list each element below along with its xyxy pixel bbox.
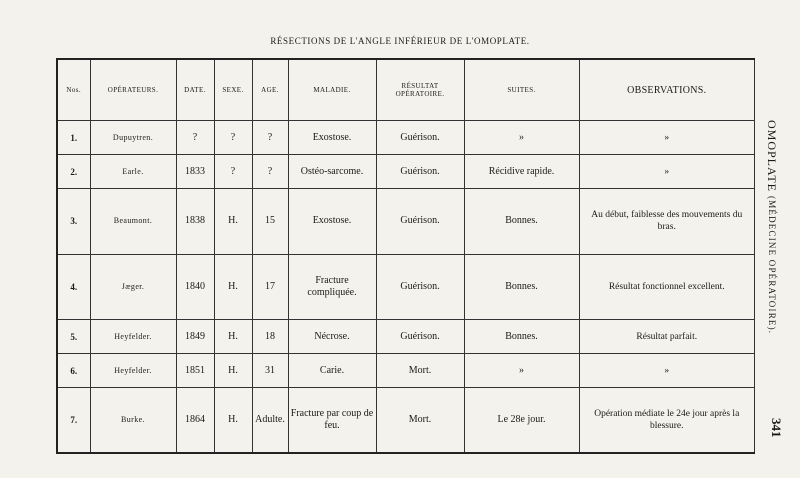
page-title: RÉSECTIONS DE L'ANGLE INFÉRIEUR DE L'OMOPLATE. <box>270 36 530 46</box>
row-resultat: Guérison. <box>376 121 464 155</box>
row-date: 1838 <box>176 189 214 255</box>
row-num: 6. <box>58 354 90 388</box>
row-suites: Bonnes. <box>464 189 579 255</box>
row-age: 18 <box>252 320 288 354</box>
row-maladie: Exostose. <box>288 121 376 155</box>
row-age: 31 <box>252 354 288 388</box>
row-suites: Le 28e jour. <box>464 388 579 452</box>
row-operateur: Heyfelder. <box>90 354 176 388</box>
row-num: 4. <box>58 254 90 320</box>
row-age: 15 <box>252 189 288 255</box>
row-date: 1840 <box>176 254 214 320</box>
row-operateur: Dupuytren. <box>90 121 176 155</box>
header-sexe: SEXE. <box>214 60 252 121</box>
row-date: 1864 <box>176 388 214 452</box>
table-row <box>58 189 755 255</box>
row-resultat: Mort. <box>376 354 464 388</box>
table-row <box>58 254 755 320</box>
row-resultat: Mort. <box>376 388 464 452</box>
side-running-title <box>764 120 779 334</box>
row-sexe: H. <box>214 189 252 255</box>
header-resultat: RÉSULTAT OPÉRATOIRE. <box>376 60 464 121</box>
row-operateur: Jæger. <box>90 254 176 320</box>
header-num: Nos. <box>58 60 90 121</box>
row-observations: Opération médiate le 24e jour après la blessure. <box>579 388 755 452</box>
row-suites: Récidive rapide. <box>464 155 579 189</box>
row-resultat: Guérison. <box>376 155 464 189</box>
row-num: 2. <box>58 155 90 189</box>
row-maladie: Fracture compliquée. <box>288 254 376 320</box>
row-suites: Bonnes. <box>464 320 579 354</box>
resections-table-container <box>56 58 755 454</box>
side-title-main: OMOPLATE <box>765 120 779 193</box>
resections-table <box>58 60 755 452</box>
row-maladie: Exostose. <box>288 189 376 255</box>
row-sexe: H. <box>214 254 252 320</box>
row-date: 1851 <box>176 354 214 388</box>
row-observations: » <box>579 354 755 388</box>
header-age: AGE. <box>252 60 288 121</box>
row-date: ? <box>176 121 214 155</box>
row-age: ? <box>252 155 288 189</box>
row-observations: Au début, faiblesse des mouvements du bras. <box>579 189 755 255</box>
row-sexe: H. <box>214 388 252 452</box>
table-row <box>58 388 755 452</box>
row-num: 7. <box>58 388 90 452</box>
row-operateur: Beaumont. <box>90 189 176 255</box>
row-maladie: Carie. <box>288 354 376 388</box>
row-num: 1. <box>58 121 90 155</box>
header-suites: SUITES. <box>464 60 579 121</box>
table-header-row <box>58 60 755 121</box>
table-row <box>58 354 755 388</box>
row-observations: Résultat fonctionnel excellent. <box>579 254 755 320</box>
row-num: 5. <box>58 320 90 354</box>
header-maladie: MALADIE. <box>288 60 376 121</box>
row-date: 1849 <box>176 320 214 354</box>
row-observations: Résultat parfait. <box>579 320 755 354</box>
row-maladie: Fracture par coup de feu. <box>288 388 376 452</box>
table-row <box>58 320 755 354</box>
row-operateur: Earle. <box>90 155 176 189</box>
row-sexe: H. <box>214 320 252 354</box>
row-age: 17 <box>252 254 288 320</box>
header-observations: OBSERVATIONS. <box>579 60 755 121</box>
row-resultat: Guérison. <box>376 189 464 255</box>
page-number: 341 <box>769 418 784 438</box>
row-operateur: Burke. <box>90 388 176 452</box>
header-date: DATE. <box>176 60 214 121</box>
row-maladie: Nécrose. <box>288 320 376 354</box>
row-num: 3. <box>58 189 90 255</box>
row-date: 1833 <box>176 155 214 189</box>
table-row <box>58 155 755 189</box>
header-operateurs: OPÉRATEURS. <box>90 60 176 121</box>
row-sexe: H. <box>214 354 252 388</box>
side-title-sub: (MÉDECINE OPÉRATOIRE). <box>767 196 777 335</box>
row-operateur: Heyfelder. <box>90 320 176 354</box>
row-resultat: Guérison. <box>376 254 464 320</box>
row-suites: Bonnes. <box>464 254 579 320</box>
row-age: ? <box>252 121 288 155</box>
row-maladie: Ostéo-sarcome. <box>288 155 376 189</box>
row-sexe: ? <box>214 121 252 155</box>
row-observations: » <box>579 121 755 155</box>
row-resultat: Guérison. <box>376 320 464 354</box>
row-suites: » <box>464 354 579 388</box>
row-age: Adulte. <box>252 388 288 452</box>
row-suites: » <box>464 121 579 155</box>
row-sexe: ? <box>214 155 252 189</box>
table-row <box>58 121 755 155</box>
row-observations: » <box>579 155 755 189</box>
